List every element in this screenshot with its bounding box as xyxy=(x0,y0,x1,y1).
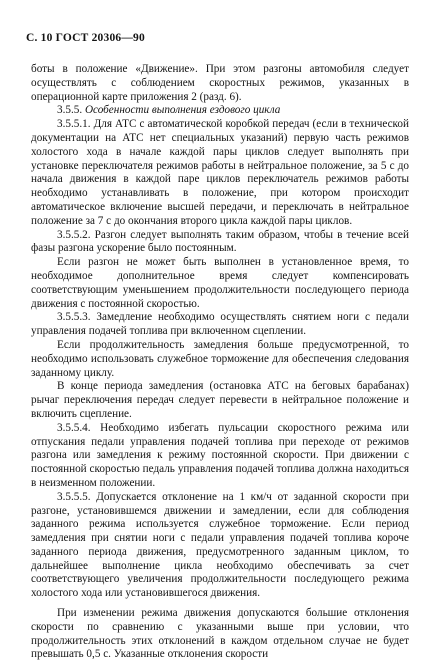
section-title: Особенности выполнения ездового цикла xyxy=(84,104,281,117)
paragraph: При изменении режима движения допускаются большие отклонения скорости по сравнению с указанными выше при условии, что продолжительность этих отклонений в каждом отдельном случае не будет превышать 0,5 с. Указанные отклонения скорости xyxy=(31,607,409,661)
paragraph: В конце периода замедления (остановка АТС на беговых барабанах) рычаг переключения передач следует перевести в нейтральное положение и включить сцепление. xyxy=(31,380,409,420)
section-number: 3.5.5. xyxy=(57,104,85,117)
paragraph: 3.5.5.5. Допускается отклонение на 1 км/ч от заданной скорости при разгоне, установившемся движении и замедлении, если для соблюдения заданного режима используется служебное торможение. Если период замедления при снятии ноги с педали управления подачей топлива короче заданного периода движения, предусмотренного заданным циклом, то дальнейшее выполнение цикла необходимо обеспечивать за счет соответствующего увеличения продолжительности последующего режима холостого хода или установившегося движения. xyxy=(31,490,409,600)
document-body xyxy=(31,63,409,662)
paragraph: 3.5.5.4. Необходимо избегать пульсации скоростного режима или отпускания педали управления подачей топлива при переходе от режимов разгона или замедления к режиму постоянной скорости. При движении с постоянной скоростью педаль управления подачей топлива должна находиться в неизменном положении. xyxy=(31,421,409,489)
paragraph: боты в положение «Движение». При этом разгоны автомобиля следует осуществлять с соблюдением скоростных режимов, указанных в операционной карте приложения 2 (разд. 6). xyxy=(31,63,409,103)
paragraph: 3.5.5.3. Замедление необходимо осуществлять снятием ноги с педали управления подачей топлива при включенном сцеплении. xyxy=(31,311,409,338)
paragraph: Если разгон не может быть выполнен в установленное время, то необходимое дополнительное время следует компенсировать соответствующим уменьшением продолжительности последующего периода движения с постоянной скоростью. xyxy=(31,256,409,310)
paragraph: 3.5.5.2. Разгон следует выполнять таким образом, чтобы в течение всей фазы разгона ускорение было постоянным. xyxy=(31,228,409,255)
section-heading xyxy=(31,104,409,118)
page-header: С. 10 ГОСТ 20306—90 xyxy=(26,32,145,44)
paragraph: Если продолжительность замедления больше предусмотренной, то необходимо использовать служебное торможение для обеспечения следования заданному циклу. xyxy=(31,338,409,379)
paragraph: 3.5.5.1. Для АТС с автоматической коробкой передач (если в технической документации на АТС нет специальных указаний) первую часть режимов холостого хода в начале каждой пары циклов следует выполнять при установке переключателя режимов работы в нейтральное положение, за 5 с до начала движения в каждой паре циклов переключатель режимов работы необходимо устанавливать в положение, при котором происходит автоматическое включение высшей передачи, и переключать в нейтральное положение за 7 с до окончания второго цикла каждой пары циклов. xyxy=(31,118,409,227)
